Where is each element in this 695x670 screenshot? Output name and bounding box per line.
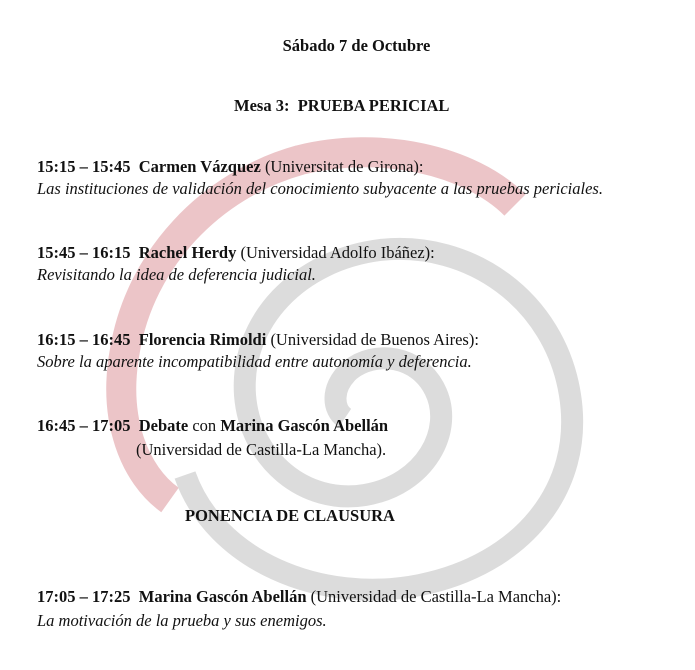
debate-affiliation: (Universidad de Castilla-La Mancha). — [136, 440, 387, 459]
debate-connector: con — [192, 416, 217, 435]
closing-title: La motivación de la prueba y sus enemigos. — [37, 611, 327, 630]
closing-affiliation: (Universidad de Castilla-La Mancha): — [310, 587, 562, 606]
debate-header — [37, 416, 388, 436]
session-label: Mesa 3: — [234, 96, 290, 115]
debate-time: 16:45 – 17:05 — [37, 416, 131, 435]
talk-2-speaker: Rachel Herdy — [138, 243, 237, 262]
talk-3-speaker: Florencia Rimoldi — [138, 330, 267, 349]
talk-1-title: Las instituciones de validación del conocimiento subyacente a las pruebas periciales. — [37, 179, 603, 198]
talk-1-time: 15:15 – 15:45 — [37, 157, 131, 176]
closing-talk-header — [37, 587, 561, 607]
talk-2-header — [37, 243, 435, 263]
session-heading — [234, 96, 449, 116]
talk-1-header — [37, 157, 423, 177]
talk-2-affiliation: (Universidad Adolfo Ibáñez): — [240, 243, 435, 262]
talk-2-title: Revisitando la idea de deferencia judicial. — [37, 265, 316, 284]
talk-3-affiliation: (Universidad de Buenos Aires): — [270, 330, 479, 349]
talk-3-title: Sobre la aparente incompatibilidad entre autonomía y deferencia. — [37, 352, 472, 371]
talk-1-affiliation: (Universitat de Girona): — [264, 157, 424, 176]
day-heading-text: Sábado 7 de Octubre — [282, 36, 431, 55]
debate-moderator: Marina Gascón Abellán — [220, 416, 389, 435]
session-title: PRUEBA PERICIAL — [297, 96, 450, 115]
closing-time: 17:05 – 17:25 — [37, 587, 131, 606]
closing-speaker: Marina Gascón Abellán — [138, 587, 307, 606]
talk-3-header — [37, 330, 479, 350]
debate-label: Debate — [138, 416, 189, 435]
talk-2-time: 15:45 – 16:15 — [37, 243, 131, 262]
closing-heading: PONENCIA DE CLAUSURA — [185, 506, 395, 525]
day-heading — [9, 36, 695, 56]
talk-3-time: 16:15 – 16:45 — [37, 330, 131, 349]
talk-1-speaker: Carmen Vázquez — [138, 157, 261, 176]
